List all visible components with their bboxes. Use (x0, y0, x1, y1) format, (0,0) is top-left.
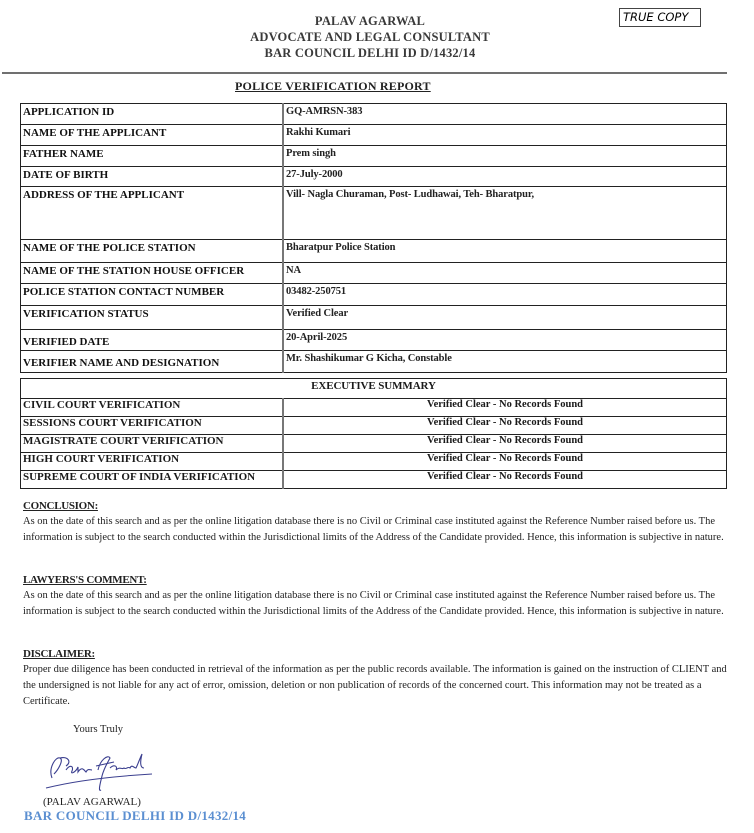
court-label: SUPREME COURT OF INDIA VERIFICATION (21, 471, 284, 489)
field-label: APPLICATION ID (21, 104, 284, 125)
field-label: VERIFICATION STATUS (21, 306, 284, 330)
field-value: GQ-AMRSN-383 (283, 104, 727, 125)
table-row (21, 104, 727, 125)
executive-summary-title: EXECUTIVE SUMMARY (21, 379, 727, 399)
conclusion-heading: CONCLUSION: (23, 500, 98, 512)
lawyers-comment-section (23, 572, 728, 620)
table-row (21, 125, 727, 146)
field-value: 03482-250751 (283, 284, 727, 306)
signatory-name: (PALAV AGARWAL) (43, 796, 141, 808)
field-value: 20-April-2025 (283, 330, 727, 351)
letterhead-bar-id: BAR COUNCIL DELHI ID D/1432/14 (264, 46, 476, 60)
lawyers-comment-heading: LAWYERS'S COMMENT: (23, 574, 147, 586)
field-label: ADDRESS OF THE APPLICANT (21, 187, 284, 240)
court-status: Verified Clear - No Records Found (283, 417, 727, 435)
table-row (21, 435, 727, 453)
signatory-bar-id: BAR COUNCIL DELHI ID D/1432/14 (24, 808, 247, 823)
table-row (21, 284, 727, 306)
field-label: NAME OF THE APPLICANT (21, 125, 284, 146)
header-divider (2, 72, 727, 74)
true-copy-stamp: TRUE COPY (619, 8, 701, 27)
table-row (21, 146, 727, 167)
table-header-row (21, 379, 727, 399)
field-label: NAME OF THE POLICE STATION (21, 240, 284, 263)
court-label: SESSIONS COURT VERIFICATION (21, 417, 284, 435)
table-row (21, 417, 727, 435)
table-row (21, 453, 727, 471)
applicant-details-table (20, 103, 727, 373)
lawyers-comment-text: As on the date of this search and as per the online litigation database there is no Civil or Criminal case instituted against the Reference Number raised before us. The information is subject to the search conducted within the Jurisdictional limits of the Address of the Candidate provided. Hence, this information is subjective in nature. (23, 590, 724, 617)
table-row (21, 263, 727, 284)
table-row (21, 471, 727, 489)
field-label: POLICE STATION CONTACT NUMBER (21, 284, 284, 306)
table-row (21, 240, 727, 263)
conclusion-text: As on the date of this search and as per the online litigation database there is no Civil or Criminal case instituted against the Reference Number raised before us. The information is subject to the search conducted within the Jurisdictional limits of the Address of the Candidate provided. Hence, this information is subjective in nature. (23, 516, 724, 543)
field-value: Mr. Shashikumar G Kicha, Constable (283, 351, 727, 373)
signature-icon (38, 748, 158, 798)
table-row (21, 167, 727, 187)
table-row (21, 306, 727, 330)
field-label: NAME OF THE STATION HOUSE OFFICER (21, 263, 284, 284)
report-title: POLICE VERIFICATION REPORT (235, 79, 431, 93)
conclusion-section (23, 498, 728, 546)
disclaimer-section (23, 646, 728, 710)
letterhead-name: PALAV AGARWAL (314, 14, 426, 28)
disclaimer-heading: DISCLAIMER: (23, 648, 95, 660)
letterhead-designation: ADVOCATE AND LEGAL CONSULTANT (250, 30, 490, 44)
court-status: Verified Clear - No Records Found (283, 435, 727, 453)
closing-salutation: Yours Truly (73, 724, 124, 735)
table-row (21, 187, 727, 240)
court-status: Verified Clear - No Records Found (283, 471, 727, 489)
table-row (21, 351, 727, 373)
table-row (21, 399, 727, 417)
field-value: Rakhi Kumari (283, 125, 727, 146)
field-label: VERIFIER NAME AND DESIGNATION (21, 351, 284, 373)
field-label: FATHER NAME (21, 146, 284, 167)
field-value: Verified Clear (283, 306, 727, 330)
field-value: NA (283, 263, 727, 284)
court-label: CIVIL COURT VERIFICATION (21, 399, 284, 417)
field-label: DATE OF BIRTH (21, 167, 284, 187)
court-label: HIGH COURT VERIFICATION (21, 453, 284, 471)
court-status: Verified Clear - No Records Found (283, 453, 727, 471)
disclaimer-text: Proper due diligence has been conducted in retrieval of the information as per the public records available. The information is gained on the instruction of CLIENT and the undersigned is not liable for any act of error, omission, deletion or non publication of records of the concerned court. This information may not be treated as a Certificate. (23, 664, 727, 707)
field-value: Vill- Nagla Churaman, Post- Ludhawai, Teh- Bharatpur, (283, 187, 727, 240)
field-value: 27-July-2000 (283, 167, 727, 187)
table-row (21, 330, 727, 351)
field-value: Bharatpur Police Station (283, 240, 727, 263)
executive-summary-table (20, 378, 727, 489)
court-status: Verified Clear - No Records Found (283, 399, 727, 417)
field-value: Prem singh (283, 146, 727, 167)
field-label: VERIFIED DATE (21, 330, 284, 351)
court-label: MAGISTRATE COURT VERIFICATION (21, 435, 284, 453)
